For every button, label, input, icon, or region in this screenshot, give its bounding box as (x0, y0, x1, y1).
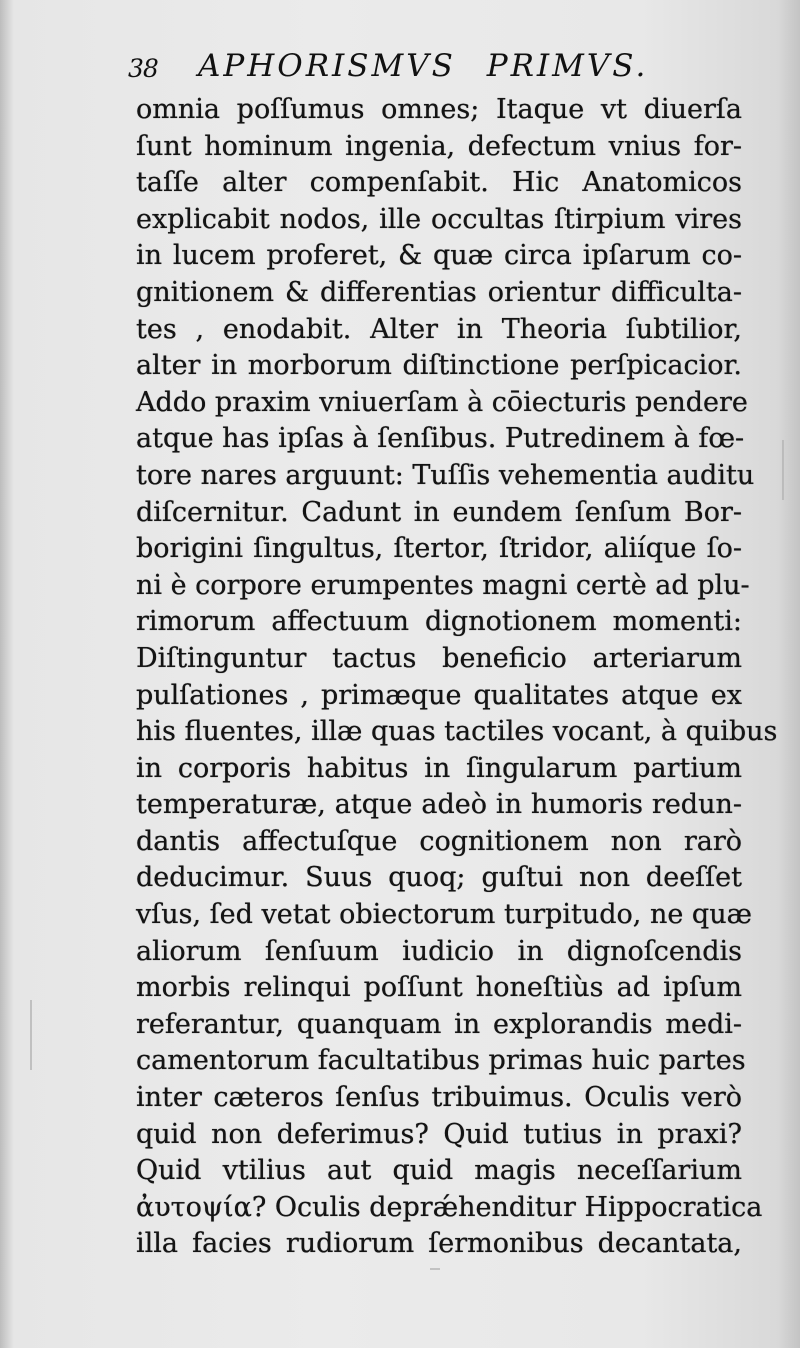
text-line: temperaturæ, atque adeò in humoris redun- (136, 789, 742, 821)
text-line: pulſationes , primæque qualitates atque ex (136, 679, 742, 711)
text-line: tore nares arguunt: Tuſſis vehementia auditu (136, 459, 755, 491)
text-line: ni è corpore erumpentes magni certè ad plu- (136, 569, 750, 601)
text-line: taſſe alter compenſabit. Hic Anatomicos (136, 167, 742, 199)
text-line: omnia poſſumus omnes; Itaque vt diuerſa (136, 94, 742, 125)
text-line: deducimur. Suus quoq; guſtui non deeſſet (136, 862, 742, 894)
text-line: tes , enodabit. Alter in Theoria ſubtilior, (136, 313, 742, 345)
text-line: ſunt hominum ingenia, defectum vnius for- (136, 130, 742, 162)
text-line: ἀυτοψία? Oculis deprǽhenditur Hippocratica (136, 1191, 763, 1223)
text-line: diſcernitur. Cadunt in eundem ſenſum Bor- (136, 496, 742, 528)
text-line: alter in morborum diſtinctione perſpicacior. (136, 350, 742, 382)
text-line: Quid vtilius aut quid magis neceſſarium (136, 1155, 742, 1187)
body-text (136, 92, 778, 1263)
text-line: gnitionem & differentias orientur difficulta- (136, 276, 742, 308)
text-line: his fluentes, illæ quas tactiles vocant, à quibus (136, 716, 778, 748)
running-head: APHORISMVS PRIMVS. (198, 48, 649, 84)
text-line: in lucem proferet, & quæ circa ipſarum co- (136, 240, 742, 272)
text-line: borigini ſingultus, ſtertor, ſtridor, aliíque ſo- (136, 533, 742, 565)
text-line: morbis relinqui poſſunt honeſtiùs ad ipſum (136, 972, 742, 1004)
text-line: illa facies rudiorum ſermonibus decantata, (136, 1228, 742, 1260)
text-line: atque has ipſas à ſenſibus. Putredinem à fœ- (136, 423, 745, 455)
paper-speck (30, 1000, 32, 1070)
text-line: camentorum facultatibus primas huic partes (136, 1045, 746, 1077)
text-line: referantur, quanquam in explorandis medi- (136, 1008, 742, 1040)
text-line: vſus, ſed vetat obiectorum turpitudo, ne quæ (136, 899, 752, 931)
text-line: rimorum affectuum dignotionem momenti: (136, 606, 742, 638)
paper-speck (430, 1268, 440, 1270)
text-line: explicabit nodos, ille occultas ſtirpium vires (136, 203, 742, 235)
page-number: 38 (128, 54, 158, 83)
text-line: dantis affectuſque cognitionem non rarò (136, 825, 742, 857)
text-line: quid non deferimus? Quid tutius in praxi? (136, 1118, 742, 1150)
text-line: inter cæteros ſenſus tribuimus. Oculis verò (136, 1082, 742, 1114)
text-line: aliorum ſenſuum iudicio in dignoſcendis (136, 935, 742, 967)
page-header (128, 44, 748, 88)
paper-speck (782, 440, 784, 500)
text-line: Addo praxim vniuerſam à cōiecturis pendere (136, 386, 748, 418)
text-line: Diſtinguntur tactus beneficio arteriarum (136, 642, 742, 674)
text-line: in corporis habitus in ſingularum partium (136, 752, 742, 784)
